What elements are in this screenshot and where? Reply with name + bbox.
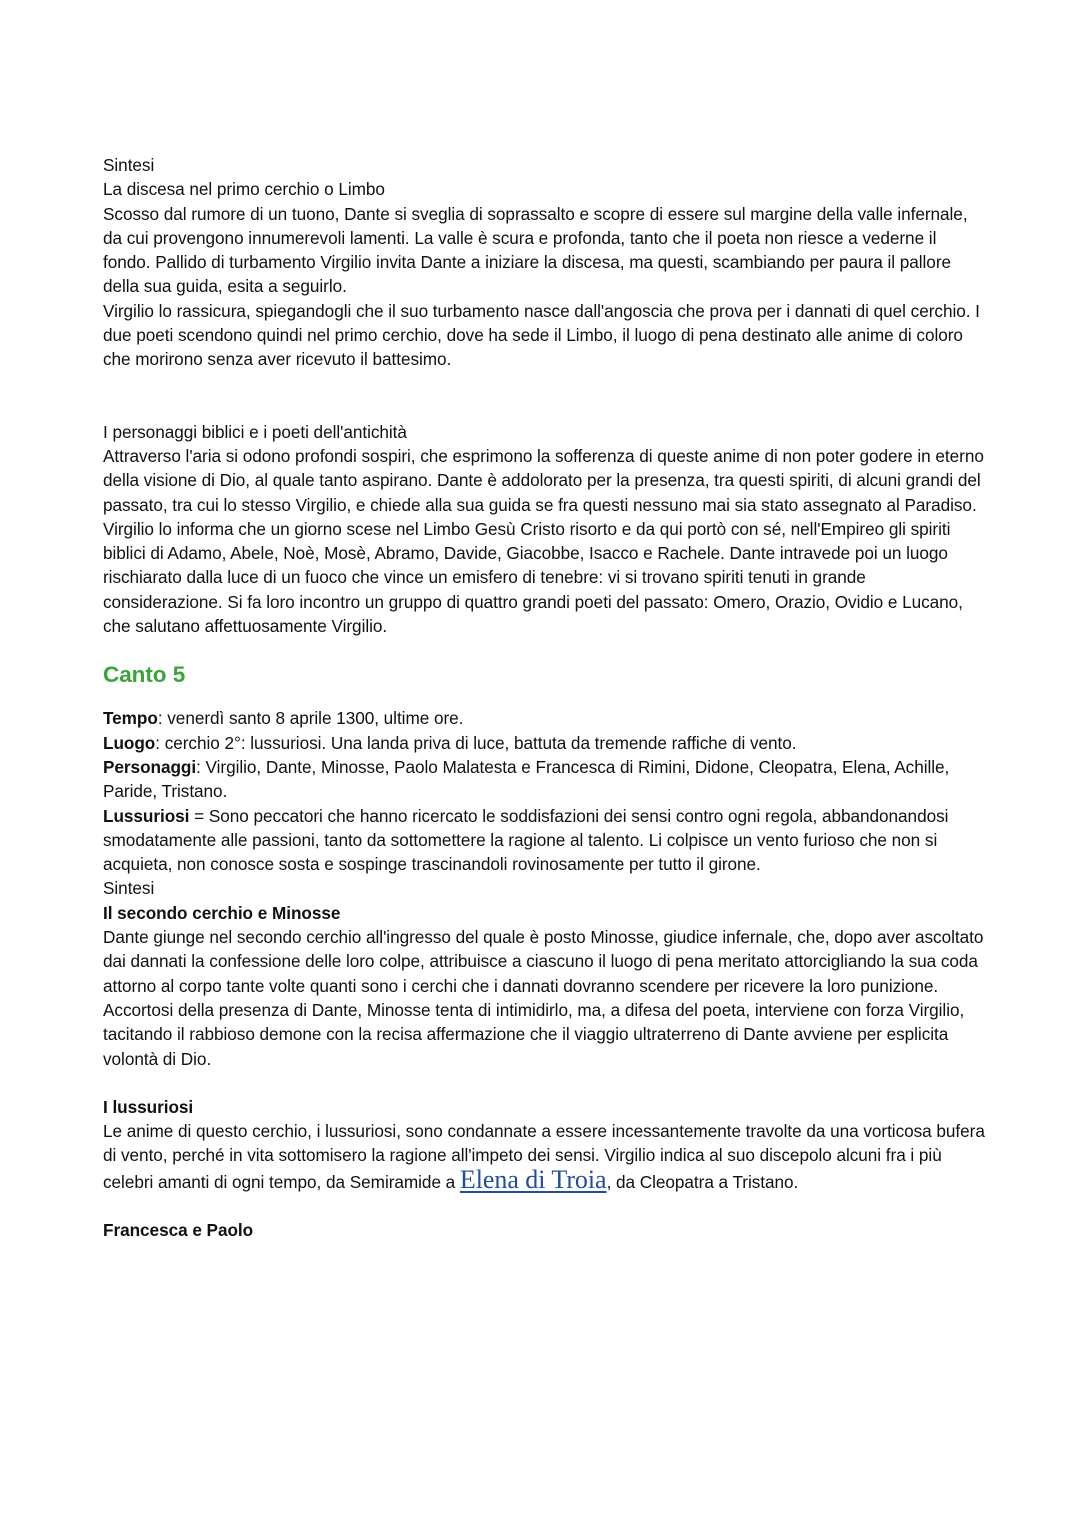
luogo-value: : cerchio 2°: lussuriosi. Una landa priva di luce, battuta da tremende raffiche di vento. bbox=[155, 732, 797, 753]
lussuriosi-value: = Sono peccatori che hanno ricercato le soddisfazioni dei sensi contro ogni regola, abbandonandosi smodatamente alle passioni, tanto da sottomettere la ragione al talento. Li colpisce un vento furioso che non si acquieta, non conosce sosta e sospinge trascinandoli rovinosamente per tutto il girone. bbox=[103, 805, 949, 875]
personaggi-line bbox=[103, 755, 988, 804]
personaggi-label: Personaggi bbox=[103, 756, 197, 777]
minosse-subtitle: Il secondo cerchio e Minosse bbox=[103, 902, 341, 923]
canto-5-heading: Canto 5 bbox=[103, 662, 186, 688]
elena-di-troia-link[interactable]: Elena di Troia bbox=[459, 1164, 607, 1194]
lussuriosi-paragraph bbox=[103, 1119, 988, 1194]
sintesi-label-2: Sintesi bbox=[103, 878, 155, 899]
document-page bbox=[103, 153, 988, 1242]
luogo-label: Luogo bbox=[103, 732, 156, 753]
lussuriosi-subtitle: I lussuriosi bbox=[103, 1096, 194, 1117]
limbo-subtitle: La discesa nel primo cerchio o Limbo bbox=[103, 179, 385, 200]
sintesi-label-1: Sintesi bbox=[103, 155, 155, 175]
lussuriosi-text-before: Le anime di questo cerchio, i lussuriosi, sono condannate a essere incessantemente travolte da una vorticosa bufera di vento, perché in vita sottomisero la ragione all'impeto dei sensi. Virgilio indica al suo discepolo alcuni fra i più celebri amanti di ogni tempo, da Semiramide a bbox=[103, 1121, 985, 1192]
limbo-paragraph-1: Scosso dal rumore di un tuono, Dante si sveglia di soprassalto e scopre di essere sul margine della valle infernale, da cui provengono innumerevoli lamenti. La valle è scura e profonda, tanto che il poeta non riesce a vederne il fondo. Pallido di turbamento Virgilio invita Dante a iniziare la discesa, ma questi, scambiando per paura il pallore della sua guida, esita a seguirlo. bbox=[103, 203, 968, 297]
personaggi-value: : Virgilio, Dante, Minosse, Paolo Malatesta e Francesca di Rimini, Didone, Cleopatra, Elena, Achille, Paride, Tristano. bbox=[103, 756, 950, 802]
spacer bbox=[103, 1071, 988, 1095]
lussuriosi-text-after: , da Cleopatra a Tristano. bbox=[606, 1171, 799, 1192]
spacer bbox=[103, 372, 988, 420]
tempo-line bbox=[103, 706, 988, 730]
lussuriosi-definition bbox=[103, 804, 988, 877]
limbo-paragraph-2: Virgilio lo rassicura, spiegandogli che il suo turbamento nasce dall'angoscia che prova per i dannati di quel cerchio. I due poeti scendono quindi nel primo cerchio, dove ha sede il Limbo, il luogo di pena destinato alle anime di coloro che morirono senza aver ricevuto il battesimo. bbox=[103, 300, 980, 370]
luogo-line bbox=[103, 731, 988, 755]
francesca-paolo-subtitle: Francesca e Paolo bbox=[103, 1219, 254, 1240]
minosse-paragraph: Dante giunge nel secondo cerchio all'ingresso del quale è posto Minosse, giudice infernale, che, dopo aver ascoltato dai dannati la confessione delle loro colpe, attribuisce a ciascuno il luogo di pena meritato attorcigliando la sua coda attorno al corpo tante volte quanti sono i cerchi che i dannati dovranno scendere per ricevere la loro punizione. Accortosi della presenza di Dante, Minosse tenta di intimidirlo, ma, a difesa del poeta, interviene con forza Virgilio, tacitando il rabbioso demone con la recisa affermazione che il viaggio ultraterreno di Dante avviene per esplicita volontà di Dio. bbox=[103, 927, 984, 1069]
personaggi-biblici-paragraph: Attraverso l'aria si odono profondi sospiri, che esprimono la sofferenza di queste anime di non poter godere in eterno della visione di Dio, al quale tanto aspirano. Dante è addolorato per la presenza, tra questi spiriti, di alcuni grandi del passato, tra cui lo stesso Virgilio, e chiede alla sua guida se fra questi nessuno mai sia stato assegnato al Paradiso. Virgilio lo informa che un giorno scese nel Limbo Gesù Cristo risorto e da qui portò con sé, nell'Empireo gli spiriti biblici di Adamo, Abele, Noè, Mosè, Abramo, Davide, Giacobbe, Isacco e Rachele. Dante intravede poi un luogo rischiarato dalla luce di un fuoco che vince un emisfero di tenebre: vi si trovano spiriti tenuti in grande considerazione. Si fa loro incontro un gruppo di quattro grandi poeti del passato: Omero, Orazio, Ovidio e Lucano, che salutano affettuosamente Virgilio. bbox=[103, 445, 984, 637]
tempo-label: Tempo bbox=[103, 708, 158, 729]
tempo-value: : venerdì santo 8 aprile 1300, ultime ore. bbox=[157, 708, 464, 729]
personaggi-biblici-subtitle: I personaggi biblici e i poeti dell'antichità bbox=[103, 421, 407, 442]
spacer bbox=[103, 1194, 988, 1218]
lussuriosi-label: Lussuriosi bbox=[103, 805, 190, 826]
